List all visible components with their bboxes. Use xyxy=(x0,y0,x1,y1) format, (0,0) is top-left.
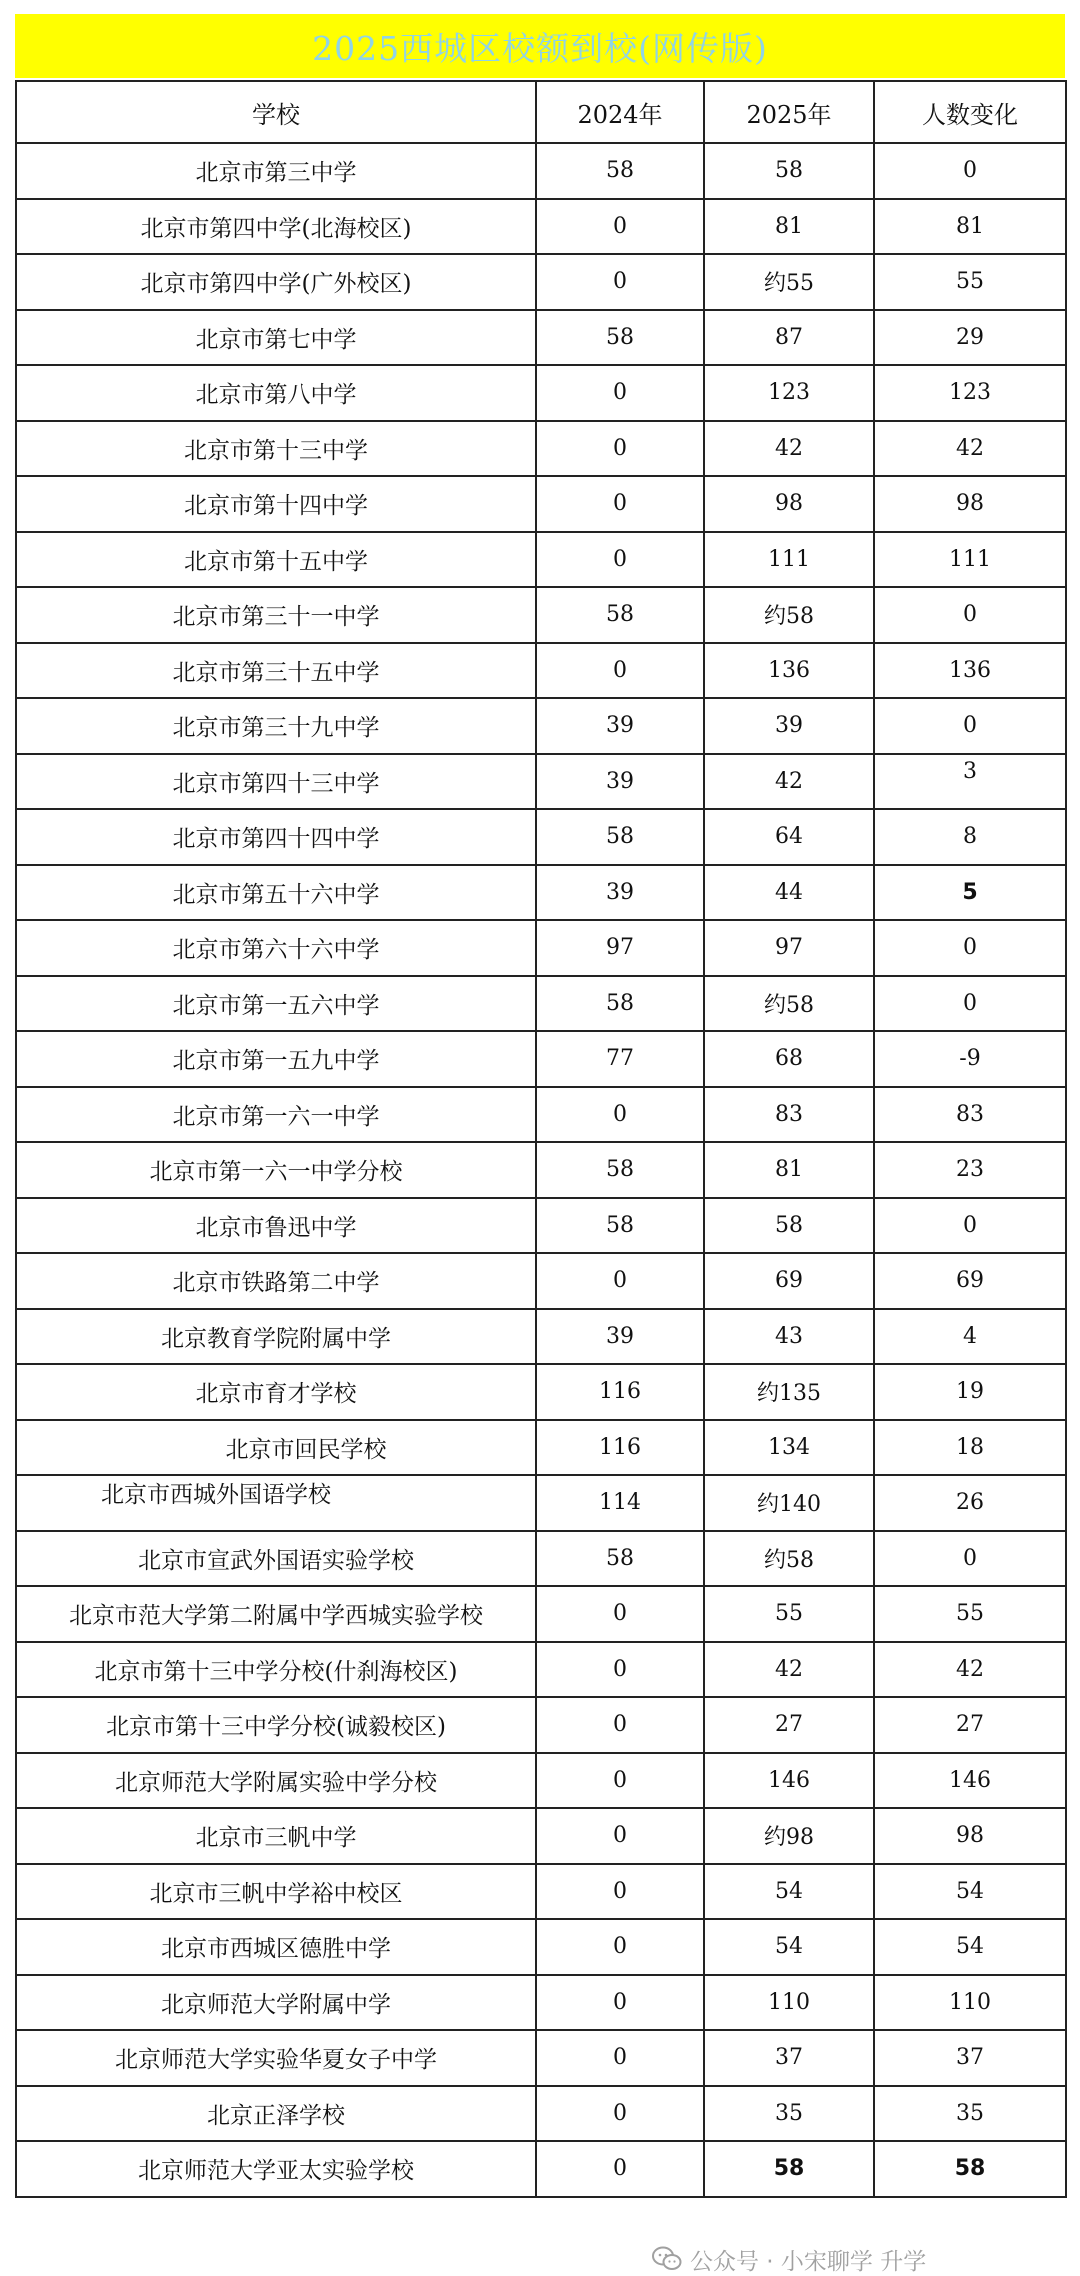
cell-school xyxy=(16,310,536,366)
cell-2025: 35 xyxy=(704,2086,874,2142)
cell-school xyxy=(16,532,536,588)
cell-change: 55 xyxy=(874,1586,1066,1642)
cell-school xyxy=(16,698,536,754)
cell-school xyxy=(16,1864,536,1920)
cell-2024: 0 xyxy=(536,254,704,310)
cell-school xyxy=(16,1531,536,1587)
cell-2024: 0 xyxy=(536,1642,704,1698)
table-row xyxy=(16,1198,1066,1254)
cell-change: 55 xyxy=(874,254,1066,310)
cell-2025: 64 xyxy=(704,809,874,865)
column-header-school: 学校 xyxy=(16,81,536,143)
school-name: 北京市第十三中学 xyxy=(184,437,368,464)
cell-school xyxy=(16,421,536,477)
table-row xyxy=(16,1253,1066,1309)
table-row xyxy=(16,1475,1066,1531)
cell-2024: 0 xyxy=(536,2086,704,2142)
cell-change: 54 xyxy=(874,1864,1066,1920)
cell-change: 8 xyxy=(874,809,1066,865)
table-row xyxy=(16,1087,1066,1143)
table-row xyxy=(16,1420,1066,1476)
table-row xyxy=(16,865,1066,921)
cell-2024: 116 xyxy=(536,1420,704,1476)
cell-change: 27 xyxy=(874,1697,1066,1753)
cell-school xyxy=(16,1420,536,1476)
school-name: 北京市第三十一中学 xyxy=(172,604,380,631)
cell-school xyxy=(16,587,536,643)
table-row xyxy=(16,698,1066,754)
school-name: 北京市第一五六中学 xyxy=(172,992,380,1019)
cell-2025: 81 xyxy=(704,1142,874,1198)
cell-change: 23 xyxy=(874,1142,1066,1198)
cell-school xyxy=(16,199,536,255)
school-name: 北京市范大学第二附属中学西城实验学校 xyxy=(69,1603,483,1630)
cell-change: -9 xyxy=(874,1031,1066,1087)
school-name: 北京市第三十九中学 xyxy=(172,715,380,742)
school-name: 北京市西城外国语学校 xyxy=(101,1482,331,1509)
cell-2025: 58 xyxy=(704,2141,874,2197)
table-row xyxy=(16,1919,1066,1975)
school-name: 北京市三帆中学 xyxy=(195,1825,357,1852)
cell-2024: 114 xyxy=(536,1475,704,1531)
cell-2025: 37 xyxy=(704,2030,874,2086)
cell-change: 146 xyxy=(874,1753,1066,1809)
school-name: 北京正泽学校 xyxy=(207,2102,345,2129)
table-row xyxy=(16,310,1066,366)
school-name: 北京市第四中学(北海校区) xyxy=(140,215,412,242)
table-row xyxy=(16,1864,1066,1920)
table-row xyxy=(16,1753,1066,1809)
cell-school xyxy=(16,1142,536,1198)
school-name: 北京市第十四中学 xyxy=(184,493,368,520)
table-title xyxy=(15,14,1065,78)
cell-2025: 98 xyxy=(704,476,874,532)
cell-2024: 97 xyxy=(536,920,704,976)
cell-2025: 44 xyxy=(704,865,874,921)
cell-2025: 约55 xyxy=(704,254,874,310)
table-row xyxy=(16,976,1066,1032)
cell-2025: 27 xyxy=(704,1697,874,1753)
cell-school xyxy=(16,143,536,199)
cell-2024: 0 xyxy=(536,643,704,699)
cell-school xyxy=(16,1031,536,1087)
cell-change: 98 xyxy=(874,476,1066,532)
cell-change: 58 xyxy=(874,2141,1066,2197)
table-row xyxy=(16,421,1066,477)
cell-change xyxy=(874,754,1066,810)
cell-2024: 116 xyxy=(536,1364,704,1420)
school-name: 北京师范大学亚太实验学校 xyxy=(138,2158,414,2185)
wechat-icon xyxy=(652,2246,682,2272)
cell-change: 123 xyxy=(874,365,1066,421)
cell-change: 69 xyxy=(874,1253,1066,1309)
cell-school xyxy=(16,643,536,699)
watermark xyxy=(652,2242,926,2276)
cell-school xyxy=(16,920,536,976)
cell-school xyxy=(16,2086,536,2142)
table-row xyxy=(16,2086,1066,2142)
school-name: 北京市第一五九中学 xyxy=(172,1048,380,1075)
cell-change: 29 xyxy=(874,310,1066,366)
cell-change: 18 xyxy=(874,1420,1066,1476)
cell-2024: 0 xyxy=(536,1919,704,1975)
table-row xyxy=(16,920,1066,976)
column-header-2024: 2024年 xyxy=(536,81,704,143)
cell-2024: 0 xyxy=(536,1253,704,1309)
cell-2024: 39 xyxy=(536,754,704,810)
table-row xyxy=(16,2141,1066,2197)
cell-2025: 58 xyxy=(704,143,874,199)
cell-2025: 83 xyxy=(704,1087,874,1143)
cell-2025: 146 xyxy=(704,1753,874,1809)
school-name: 北京市第四十三中学 xyxy=(172,770,380,797)
table-body xyxy=(16,143,1066,2197)
cell-2025: 43 xyxy=(704,1309,874,1365)
cell-school xyxy=(16,1975,536,2031)
school-name: 北京师范大学附属中学 xyxy=(161,1991,391,2018)
cell-change: 136 xyxy=(874,643,1066,699)
cell-2025: 约135 xyxy=(704,1364,874,1420)
cell-change: 98 xyxy=(874,1808,1066,1864)
cell-2024: 0 xyxy=(536,1753,704,1809)
school-name: 北京市第一六一中学 xyxy=(172,1103,380,1130)
cell-2025: 约58 xyxy=(704,1531,874,1587)
table-row xyxy=(16,1808,1066,1864)
cell-2024: 58 xyxy=(536,1142,704,1198)
table-header-row xyxy=(16,81,1066,143)
school-name: 北京市宣武外国语实验学校 xyxy=(138,1547,414,1574)
cell-2025: 约98 xyxy=(704,1808,874,1864)
cell-2025: 87 xyxy=(704,310,874,366)
cell-school xyxy=(16,1586,536,1642)
cell-2025: 111 xyxy=(704,532,874,588)
cell-change: 0 xyxy=(874,587,1066,643)
cell-2024: 0 xyxy=(536,365,704,421)
cell-change: 0 xyxy=(874,698,1066,754)
table-row xyxy=(16,754,1066,810)
cell-2024: 39 xyxy=(536,698,704,754)
school-name: 北京市第五十六中学 xyxy=(172,881,380,908)
table-row xyxy=(16,1586,1066,1642)
school-name: 北京市第六十六中学 xyxy=(172,937,380,964)
cell-2025: 39 xyxy=(704,698,874,754)
cell-school xyxy=(16,1087,536,1143)
cell-2024: 0 xyxy=(536,1975,704,2031)
cell-2025: 42 xyxy=(704,421,874,477)
school-name: 北京市第一六一中学分校 xyxy=(149,1159,403,1186)
cell-2024: 0 xyxy=(536,199,704,255)
school-name: 北京市铁路第二中学 xyxy=(172,1270,380,1297)
cell-change: 54 xyxy=(874,1919,1066,1975)
school-name: 北京市西城区德胜中学 xyxy=(161,1936,391,1963)
cell-school xyxy=(16,2030,536,2086)
cell-2024: 58 xyxy=(536,1531,704,1587)
cell-2025: 42 xyxy=(704,1642,874,1698)
cell-school xyxy=(16,754,536,810)
school-name: 北京市鲁迅中学 xyxy=(195,1214,357,1241)
school-name: 北京市育才学校 xyxy=(195,1381,357,1408)
cell-school xyxy=(16,1475,536,1531)
school-name: 北京市第三中学 xyxy=(195,160,357,187)
cell-2024: 58 xyxy=(536,310,704,366)
school-name: 北京市回民学校 xyxy=(225,1436,387,1463)
school-name: 北京市第七中学 xyxy=(195,326,357,353)
cell-2024: 58 xyxy=(536,143,704,199)
cell-2024: 0 xyxy=(536,1808,704,1864)
cell-school xyxy=(16,865,536,921)
cell-2025: 约58 xyxy=(704,976,874,1032)
cell-school xyxy=(16,1364,536,1420)
table-row xyxy=(16,1364,1066,1420)
table-title-text: 2025西城区校额到校(网传版) xyxy=(312,28,768,68)
table-row xyxy=(16,587,1066,643)
table-row xyxy=(16,2030,1066,2086)
cell-2025: 58 xyxy=(704,1198,874,1254)
cell-change: 111 xyxy=(874,532,1066,588)
cell-2025: 123 xyxy=(704,365,874,421)
school-name: 北京市第十五中学 xyxy=(184,548,368,575)
cell-change: 35 xyxy=(874,2086,1066,2142)
cell-school xyxy=(16,976,536,1032)
school-name: 北京师范大学实验华夏女子中学 xyxy=(115,2047,437,2074)
school-name: 北京市第四中学(广外校区) xyxy=(140,271,412,298)
cell-2024: 0 xyxy=(536,2030,704,2086)
cell-2024: 58 xyxy=(536,587,704,643)
table-row xyxy=(16,643,1066,699)
cell-change: 110 xyxy=(874,1975,1066,2031)
cell-2025: 134 xyxy=(704,1420,874,1476)
cell-school xyxy=(16,1309,536,1365)
cell-2024: 0 xyxy=(536,1697,704,1753)
cell-2024: 39 xyxy=(536,1309,704,1365)
school-name: 北京市第四十四中学 xyxy=(172,826,380,853)
cell-2024: 58 xyxy=(536,1198,704,1254)
cell-change: 0 xyxy=(874,1198,1066,1254)
cell-school xyxy=(16,1753,536,1809)
cell-2025: 81 xyxy=(704,199,874,255)
cell-2025: 55 xyxy=(704,1586,874,1642)
cell-school xyxy=(16,809,536,865)
cell-2025: 42 xyxy=(704,754,874,810)
table-row xyxy=(16,1975,1066,2031)
cell-2025: 54 xyxy=(704,1864,874,1920)
cell-school xyxy=(16,1198,536,1254)
table-row xyxy=(16,809,1066,865)
cell-change: 0 xyxy=(874,976,1066,1032)
table-row xyxy=(16,1309,1066,1365)
school-name: 北京教育学院附属中学 xyxy=(161,1325,391,1352)
cell-school xyxy=(16,254,536,310)
cell-school xyxy=(16,1919,536,1975)
cell-change: 83 xyxy=(874,1087,1066,1143)
cell-2025: 97 xyxy=(704,920,874,976)
cell-change: 26 xyxy=(874,1475,1066,1531)
cell-2024: 58 xyxy=(536,976,704,1032)
cell-school xyxy=(16,1642,536,1698)
cell-2025: 约58 xyxy=(704,587,874,643)
table-row xyxy=(16,1531,1066,1587)
cell-change: 42 xyxy=(874,1642,1066,1698)
admission-quota-table xyxy=(15,80,1067,2198)
cell-change: 37 xyxy=(874,2030,1066,2086)
cell-2025: 110 xyxy=(704,1975,874,2031)
cell-2024: 0 xyxy=(536,1864,704,1920)
cell-school xyxy=(16,1808,536,1864)
table-row xyxy=(16,1142,1066,1198)
cell-2024: 0 xyxy=(536,532,704,588)
cell-2024: 0 xyxy=(536,476,704,532)
table-row xyxy=(16,365,1066,421)
cell-change: 0 xyxy=(874,920,1066,976)
table-row xyxy=(16,1697,1066,1753)
cell-school xyxy=(16,2141,536,2197)
cell-change: 42 xyxy=(874,421,1066,477)
table-row xyxy=(16,143,1066,199)
column-header-2025: 2025年 xyxy=(704,81,874,143)
cell-2025: 54 xyxy=(704,1919,874,1975)
cell-2025: 136 xyxy=(704,643,874,699)
admission-table-page xyxy=(15,14,1065,2198)
cell-2024: 39 xyxy=(536,865,704,921)
school-name: 北京市第三十五中学 xyxy=(172,659,380,686)
cell-school xyxy=(16,1253,536,1309)
cell-school xyxy=(16,1697,536,1753)
table-row xyxy=(16,1031,1066,1087)
table-row xyxy=(16,1642,1066,1698)
cell-change: 5 xyxy=(874,865,1066,921)
school-name: 北京师范大学附属实验中学分校 xyxy=(115,1769,437,1796)
column-header-change: 人数变化 xyxy=(874,81,1066,143)
school-name: 北京市第十三中学分校(诚毅校区) xyxy=(106,1714,446,1741)
cell-change: 0 xyxy=(874,143,1066,199)
cell-2024: 0 xyxy=(536,421,704,477)
school-name: 北京市第十三中学分校(什刹海校区) xyxy=(94,1658,458,1685)
cell-2025: 68 xyxy=(704,1031,874,1087)
cell-2024: 0 xyxy=(536,1586,704,1642)
cell-change: 0 xyxy=(874,1531,1066,1587)
cell-change: 19 xyxy=(874,1364,1066,1420)
cell-2024: 77 xyxy=(536,1031,704,1087)
cell-2024: 58 xyxy=(536,809,704,865)
cell-change: 4 xyxy=(874,1309,1066,1365)
school-name: 北京市三帆中学裕中校区 xyxy=(149,1880,403,1907)
cell-2024: 0 xyxy=(536,1087,704,1143)
table-row xyxy=(16,199,1066,255)
table-row xyxy=(16,532,1066,588)
cell-2025: 约140 xyxy=(704,1475,874,1531)
cell-2025: 69 xyxy=(704,1253,874,1309)
cell-school xyxy=(16,476,536,532)
school-name: 北京市第八中学 xyxy=(195,382,357,409)
cell-2024: 0 xyxy=(536,2141,704,2197)
table-row xyxy=(16,476,1066,532)
watermark-text: 公众号 · 小宋聊学 升学 xyxy=(690,2248,927,2275)
table-row xyxy=(16,254,1066,310)
cell-school xyxy=(16,365,536,421)
change-value: 3 xyxy=(963,758,977,784)
cell-change: 81 xyxy=(874,199,1066,255)
